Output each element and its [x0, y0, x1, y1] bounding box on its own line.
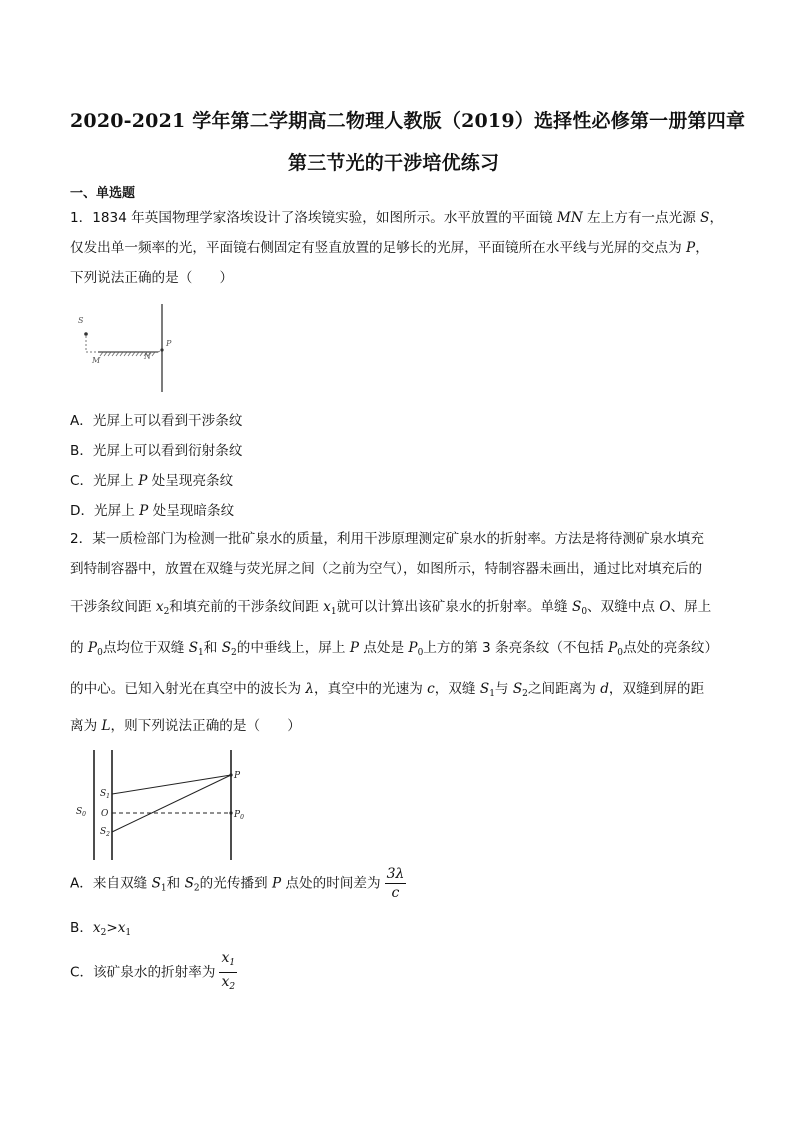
q2-option-c-fraction: $\frac{x_1}{x_2}$ [221, 950, 236, 992]
q2-fig-label-p0: $P_0$ [234, 810, 244, 821]
page-title-line-2: 第三节光的干涉培优练习 [288, 152, 500, 174]
q2-fig-label-p: P [234, 771, 241, 781]
q1-figure [70, 300, 185, 395]
q2-fig-label-s0: $S_0$ [76, 807, 86, 818]
q2-line-2: 到特制容器中，放置在双缝与荧光屏之间（之前为空气），如图所示，特制容器未画出，通过比对填充后的 [70, 561, 703, 577]
q1-option-a: A．光屏上可以看到干涉条纹 [70, 413, 243, 429]
q2-fig-label-o: O [101, 809, 109, 819]
q2-fig-point-p [229, 773, 232, 776]
q1-option-b: B．光屏上可以看到衍射条纹 [70, 443, 243, 459]
q1-option-c: C．光屏上 P 处呈现亮条纹 [70, 473, 234, 489]
q1-fig-label-p: P [166, 339, 172, 348]
q1-option-d: D．光屏上 P 处呈现暗条纹 [70, 503, 235, 519]
q1-fig-source-point [84, 332, 88, 336]
q2-line-4: 的 $P_0$点均位于双缝 $S_1$和 $S_2$的中垂线上，屏上 P 点处是 $P_0$上方的第 3 条亮条纹（不包括 $P_0$点处的亮条纹） [70, 640, 719, 658]
q2-option-c: C．该矿泉水的折射率为 $\frac{x_1}{x_2}$ [70, 950, 237, 995]
page-title-line-1: 2020-2021 学年第二学期高二物理人教版（2019）选择性必修第一册第四章 [70, 110, 746, 132]
q2-line-5: 的中心。已知入射光在真空中的波长为 λ，真空中的光速为 c，双缝 $S_1$与 $S_2$之间距离为 d，双缝到屏的距 [70, 681, 705, 699]
q2-line-1: 2．某一质检部门为检测一批矿泉水的质量，利用干涉原理测定矿泉水的折射率。方法是将待测矿泉水填充 [70, 531, 704, 547]
section-heading: 一、单选题 [70, 186, 136, 201]
q2-line-3: 干涉条纹间距 $x_2$和填充前的干涉条纹间距 $x_1$就可以计算出该矿泉水的折射率。单缝 $S_0$、双缝中点 O、屏上 [70, 599, 712, 617]
q2-fig-ray-s1-p [112, 775, 231, 794]
q1-line-2: 仅发出单一频率的光，平面镜右侧固定有竖直放置的足够长的光屏，平面镜所在水平线与光屏的交点为 P， [70, 240, 709, 256]
q1-line-1: 1．1834 年英国物理学家洛埃设计了洛埃镜实验，如图所示。水平放置的平面镜 MN 左上方有一点光源 S， [70, 210, 724, 226]
q1-fig-label-s: S [78, 316, 84, 325]
q1-line-3: 下列说法正确的是（ ） [70, 270, 234, 286]
q2-option-a: A．来自双缝 $S_1$和 $S_2$的光传播到 P 点处的时间差为 $\frac{3\lambda}{c}$ [70, 866, 405, 901]
q2-option-b: B．$x_2>x_1$ [70, 920, 132, 938]
q1-fig-label-n: N [144, 352, 151, 361]
q2-fig-ray-s2-p [112, 775, 231, 832]
q2-fig-point-p0 [229, 811, 232, 814]
q2-line-6: 离为 L，则下列说法正确的是（ ） [70, 718, 301, 734]
q1-fig-point-p [160, 348, 163, 351]
q2-fig-label-s1: $S_1$ [100, 789, 110, 800]
q2-option-a-fraction: $\frac{3\lambda}{c}$ [386, 866, 405, 901]
q1-fig-label-m: M [92, 356, 101, 365]
q2-fig-label-s2: $S_2$ [100, 827, 110, 838]
q2-figure [70, 748, 260, 864]
